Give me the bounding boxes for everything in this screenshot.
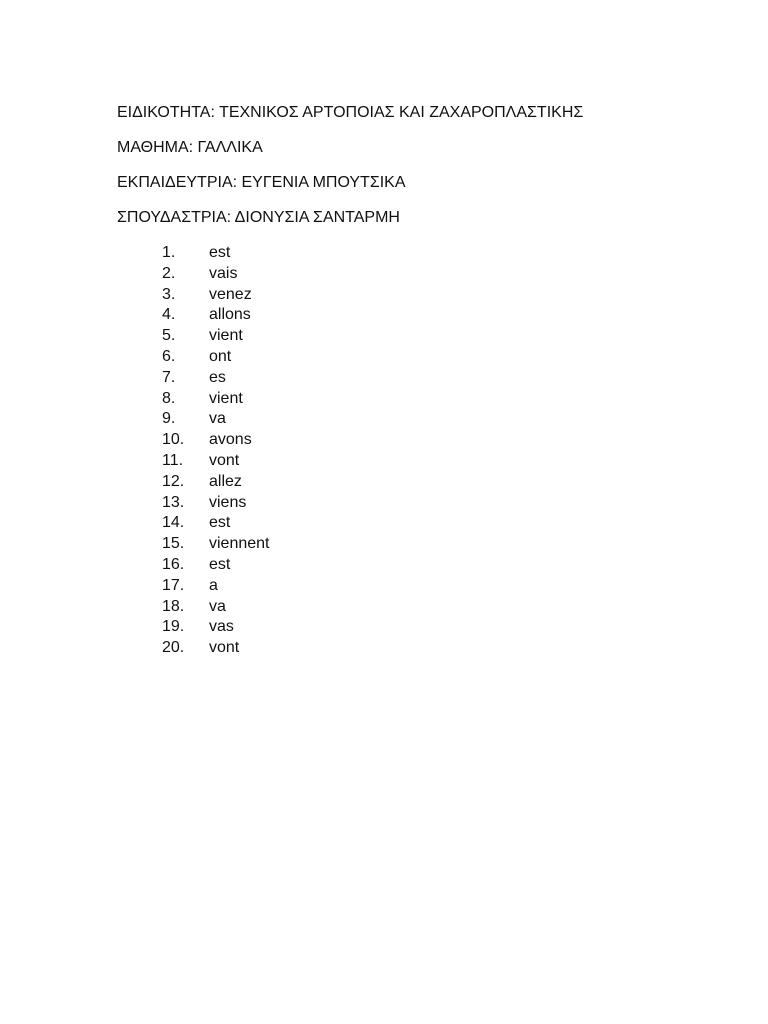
answer-number: 15. [162, 535, 185, 553]
answer-word: allons [209, 306, 251, 324]
answer-number: 19. [162, 618, 185, 636]
answer-word: viennent [209, 535, 270, 553]
course-line: ΜΑΘΗΜΑ: ΓΑΛΛΙΚΑ [117, 139, 263, 156]
answer-word: vient [209, 389, 243, 407]
answer-word: est [209, 244, 231, 261]
answer-word: vont [209, 451, 240, 469]
student-line: ΣΠΟΥΔΑΣΤΡΙΑ: ΔΙΟΝΥΣΙΑ ΣΑΝΤΑΡΜΗ [117, 209, 400, 226]
specialty-line: ΕΙΔΙΚΟΤΗΤΑ: ΤΕΧΝΙΚΟΣ ΑΡΤΟΠΟΙΑΣ ΚΑΙ ΖΑΧΑΡΟΠΛΑΣΤΙΚΗΣ [117, 104, 584, 121]
answer-number: 8. [162, 389, 176, 407]
answer-word: venez [209, 285, 252, 303]
instructor-line: ΕΚΠΑΙΔΕΥΤΡΙΑ: ΕΥΓΕΝΙΑ ΜΠΟΥΤΣΙΚΑ [117, 174, 406, 191]
answer-word: vient [209, 327, 243, 345]
answer-word: va [209, 410, 226, 428]
answer-number: 20. [162, 639, 185, 657]
answer-word: allez [209, 472, 242, 490]
answer-number: 1. [162, 244, 176, 261]
answer-number: 5. [162, 327, 176, 345]
answer-number: 11. [162, 451, 184, 469]
answer-word: es [209, 368, 226, 386]
answer-word: vont [209, 639, 240, 657]
answer-word: va [209, 597, 226, 615]
answer-number: 4. [162, 306, 176, 324]
answer-word: a [209, 576, 218, 594]
answer-number: 6. [162, 347, 176, 365]
answer-number: 7. [162, 368, 176, 386]
answer-word: avons [209, 431, 252, 449]
answer-number: 14. [162, 514, 185, 532]
answer-number: 9. [162, 410, 176, 428]
answer-word: est [209, 555, 231, 573]
answer-number: 10. [162, 431, 185, 449]
answer-number: 13. [162, 493, 185, 511]
answer-word: ont [209, 347, 232, 365]
answer-number: 18. [162, 597, 185, 615]
answer-word: vais [209, 264, 238, 282]
answer-word: viens [209, 493, 247, 511]
answer-number: 3. [162, 285, 176, 303]
answer-number: 2. [162, 264, 176, 282]
answer-number: 12. [162, 472, 185, 490]
answer-number: 17. [162, 576, 185, 594]
answer-number: 16. [162, 555, 185, 573]
answer-word: est [209, 514, 231, 532]
answer-word: vas [209, 618, 234, 636]
